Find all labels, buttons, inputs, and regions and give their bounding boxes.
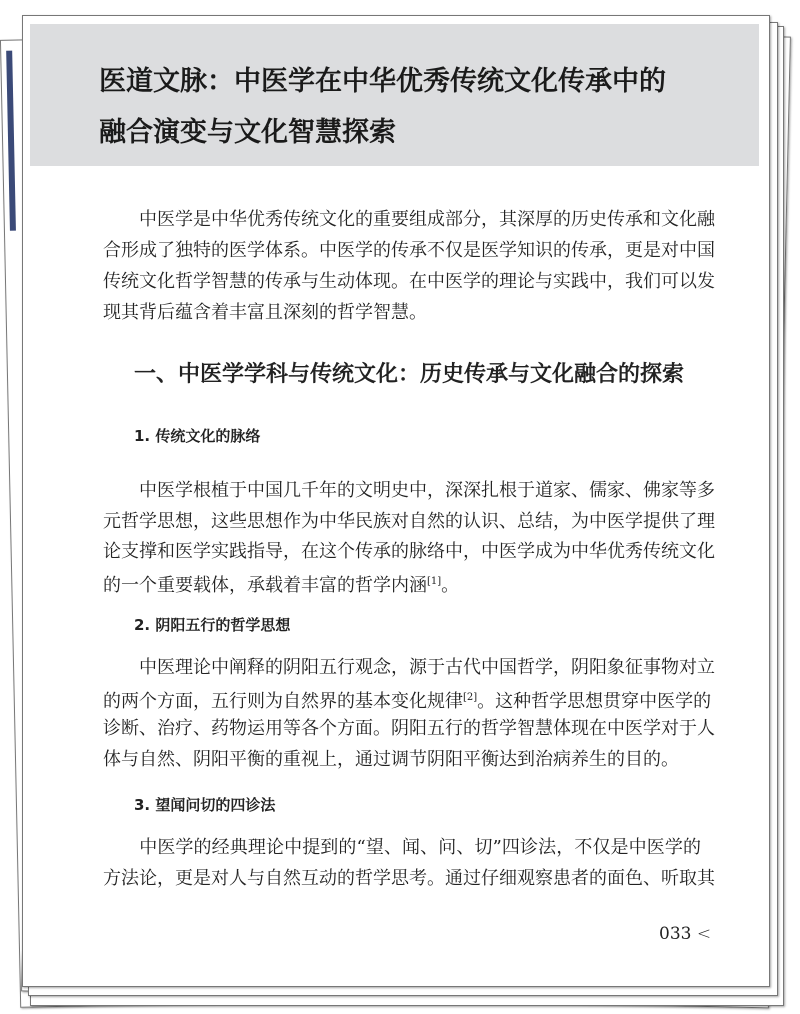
para-line bbox=[103, 688, 712, 712]
para-line: 诊断、治疗、药物运用等各个方面。阴阳五行的哲学智慧体现在中医学对于人 bbox=[103, 718, 715, 739]
page-number bbox=[659, 924, 711, 944]
citation: [2] bbox=[463, 692, 478, 703]
intro-line: 传统文化哲学智慧的传承与生动体现。在中医学的理论与实践中，我们可以发 bbox=[103, 271, 715, 292]
intro-line: 合形成了独特的医学体系。中医学的传承不仅是医学知识的传承，更是对中国 bbox=[103, 240, 715, 261]
para-line bbox=[103, 572, 701, 596]
para-line: 元哲学思想，这些思想作为中华民族对自然的认识、总结，为中医学提供了理 bbox=[103, 511, 715, 532]
para-text: 的两个方面，五行则为自然界的基本变化规律 bbox=[103, 691, 463, 712]
intro-line: 现其背后蕴含着丰富且深刻的哲学智慧。 bbox=[103, 302, 427, 323]
subheading-3: 3. 望闻问切的四诊法 bbox=[134, 796, 276, 814]
title-line: 医道文脉：中医学在中华优秀传统文化传承中的 bbox=[99, 66, 666, 97]
para-line: 中医学根植于中国几千年的文明史中，深深扎根于道家、儒家、佛家等多 bbox=[103, 480, 715, 501]
page-number-text: 033 bbox=[659, 924, 692, 944]
para-text: 。 bbox=[441, 575, 460, 596]
section-heading: 一、中医学学科与传统文化：历史传承与文化融合的探索 bbox=[134, 362, 685, 387]
citation: [1] bbox=[427, 576, 442, 587]
para-line: 中医学的经典理论中提到的“望、闻、问、切”四诊法，不仅是中医学的 bbox=[103, 837, 701, 858]
subheading-2: 2. 阴阳五行的哲学思想 bbox=[134, 616, 291, 634]
subheading-1: 1. 传统文化的脉络 bbox=[134, 427, 261, 445]
title-line: 融合演变与文化智慧探索 bbox=[99, 117, 396, 148]
document-page bbox=[22, 15, 770, 987]
para-line: 体与自然、阴阳平衡的重视上，通过调节阴阳平衡达到治病养生的目的。 bbox=[103, 749, 679, 770]
intro-line: 中医学是中华优秀传统文化的重要组成部分，其深厚的历史传承和文化融 bbox=[103, 209, 715, 230]
para-line: 论支撑和医学实践指导，在这个传承的脉络中，中医学成为中华优秀传统文化 bbox=[103, 541, 715, 562]
chevron-left-icon: < bbox=[696, 924, 712, 944]
para-text: 的一个重要载体，承载着丰富的哲学内涵 bbox=[103, 575, 427, 596]
page-title bbox=[99, 56, 719, 158]
para-line: 中医理论中阐释的阴阳五行观念，源于古代中国哲学，阴阳象征事物对立 bbox=[103, 657, 715, 678]
para-text: 。这种哲学思想贯穿中医学的 bbox=[477, 691, 712, 712]
para-line: 方法论，更是对人与自然互动的哲学思考。通过仔细观察患者的面色、听取其 bbox=[103, 868, 715, 889]
